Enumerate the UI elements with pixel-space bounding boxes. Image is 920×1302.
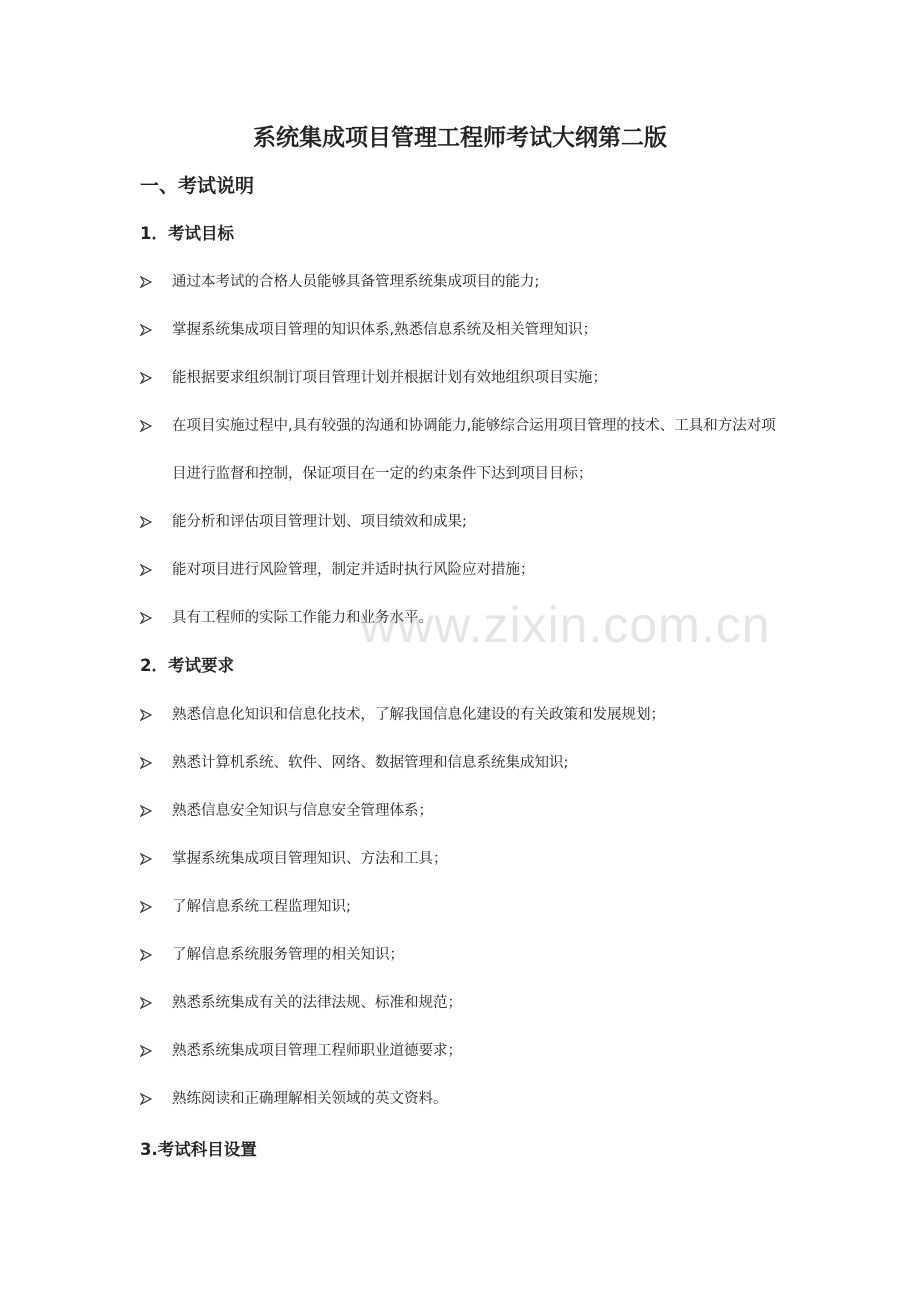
list-item: 能根据要求组织制订项目管理计划并根据计划有效地组织项目实施； [140, 354, 800, 402]
list-item: 熟悉计算机系统、软件、网络、数据管理和信息系统集成知识; [140, 739, 800, 787]
arrow-bullet-icon [140, 931, 154, 979]
list-item: 在项目实施过程中,具有较强的沟通和协调能力,能够综合运用项目管理的技术、工具和方法对项目进行监督和控制，保证项目在一定的约束条件下达到项目目标； [140, 402, 790, 498]
list-item: 能对项目进行风险管理，制定并适时执行风险应对措施； [140, 546, 800, 594]
arrow-bullet-icon [140, 979, 154, 1027]
arrow-bullet-icon [140, 354, 154, 402]
arrow-bullet-icon [140, 835, 154, 883]
arrow-bullet-icon [140, 546, 154, 594]
list-item: 掌握系统集成项目管理的知识体系,熟悉信息系统及相关管理知识； [140, 306, 800, 354]
list-item: 掌握系统集成项目管理知识、方法和工具； [140, 835, 800, 883]
list-item: 熟练阅读和正确理解相关领域的英文资料。 [140, 1075, 800, 1123]
watermark: www.zixin.com.cn [360, 597, 771, 653]
list-item: 能分析和评估项目管理计划、项目绩效和成果; [140, 498, 800, 546]
list-item: 具有工程师的实际工作能力和业务水平。 [140, 594, 800, 642]
arrow-bullet-icon [140, 402, 154, 450]
arrow-bullet-icon [140, 739, 154, 787]
subsection-heading-exam-goals: 1．考试目标 [140, 224, 234, 243]
arrow-bullet-icon [140, 258, 154, 306]
arrow-bullet-icon [140, 883, 154, 931]
arrow-bullet-icon [140, 306, 154, 354]
list-item: 了解信息系统工程监理知识; [140, 883, 800, 931]
arrow-bullet-icon [140, 691, 154, 739]
arrow-bullet-icon [140, 594, 154, 642]
arrow-bullet-icon [140, 787, 154, 835]
document-title: 系统集成项目管理工程师考试大纲第二版 [253, 125, 667, 151]
list-item: 熟悉系统集成项目管理工程师职业道德要求； [140, 1027, 800, 1075]
list-item: 熟悉信息安全知识与信息安全管理体系； [140, 787, 800, 835]
arrow-bullet-icon [140, 498, 154, 546]
subsection-heading-exam-subjects: 3.考试科目设置 [140, 1140, 257, 1159]
section-heading-exam-description: 一、考试说明 [140, 175, 255, 197]
list-item: 熟悉系统集成有关的法律法规、标准和规范； [140, 979, 800, 1027]
arrow-bullet-icon [140, 1075, 154, 1123]
list-item: 熟悉信息化知识和信息化技术，了解我国信息化建设的有关政策和发展规划； [140, 691, 800, 739]
arrow-bullet-icon [140, 1027, 154, 1075]
subsection-heading-exam-requirements: 2．考试要求 [140, 656, 234, 675]
list-item: 了解信息系统服务管理的相关知识； [140, 931, 800, 979]
list-item: 通过本考试的合格人员能够具备管理系统集成项目的能力; [140, 258, 800, 306]
